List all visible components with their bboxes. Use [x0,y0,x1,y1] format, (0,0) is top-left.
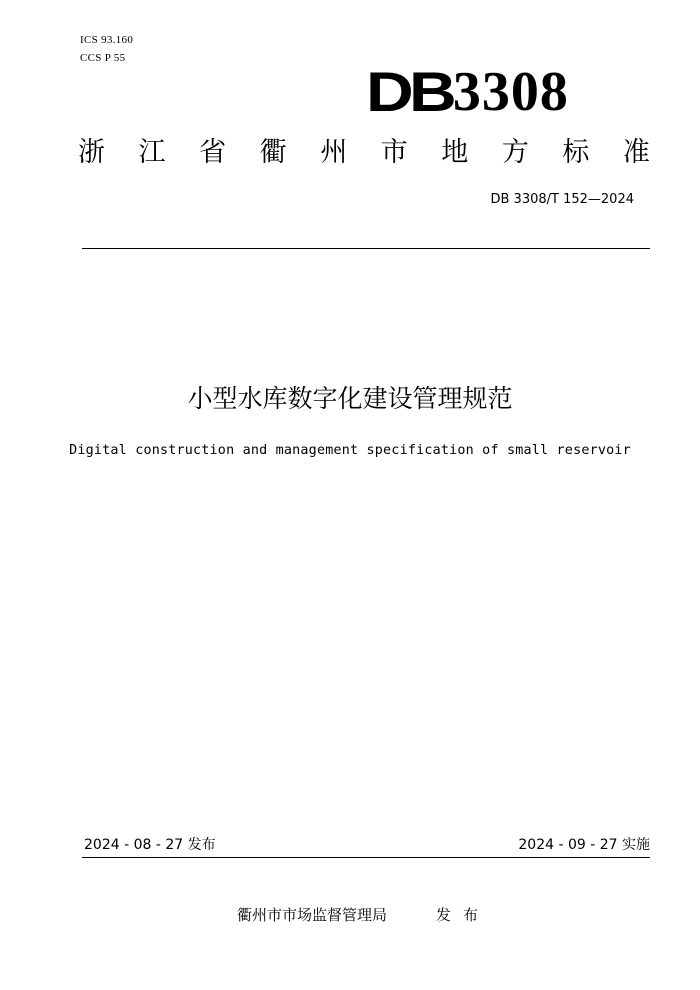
issue-label: 发布 [436,906,491,924]
ics-code: ICS 93.160 [80,34,134,46]
standard-code: DB 3308/T 152—2024 [490,192,634,207]
footer-divider [82,857,650,858]
standard-type-char: 衢 [259,137,287,168]
standard-type-char: 标 [562,137,590,168]
standard-type-char: 市 [380,137,408,168]
standard-type-char: 浙 [78,137,105,168]
db-region-number: 3308 [452,61,569,123]
release-date: 2024 - 08 - 27 发布 [84,837,216,853]
standard-type-char: 地 [441,137,469,168]
standard-type-char: 省 [199,137,227,168]
document-title-english: Digital construction and management specification of small reservoir [69,443,631,458]
document-title-chinese: 小型水库数字化建设管理规范 [187,384,513,413]
ccs-code: CCS P 55 [80,52,126,64]
standard-type-title [78,136,650,170]
issuing-authority: 衢州市市场监督管理局 [237,906,388,924]
header-divider [82,248,650,249]
implementation-date: 2024 - 09 - 27 实施 [518,837,650,853]
standard-type-char: 准 [622,137,650,168]
standard-type-char: 江 [138,137,166,168]
standard-logo [366,56,569,123]
standard-type-char: 方 [501,137,529,168]
db-mark: DB [366,60,453,123]
standard-type-char: 州 [320,137,348,168]
